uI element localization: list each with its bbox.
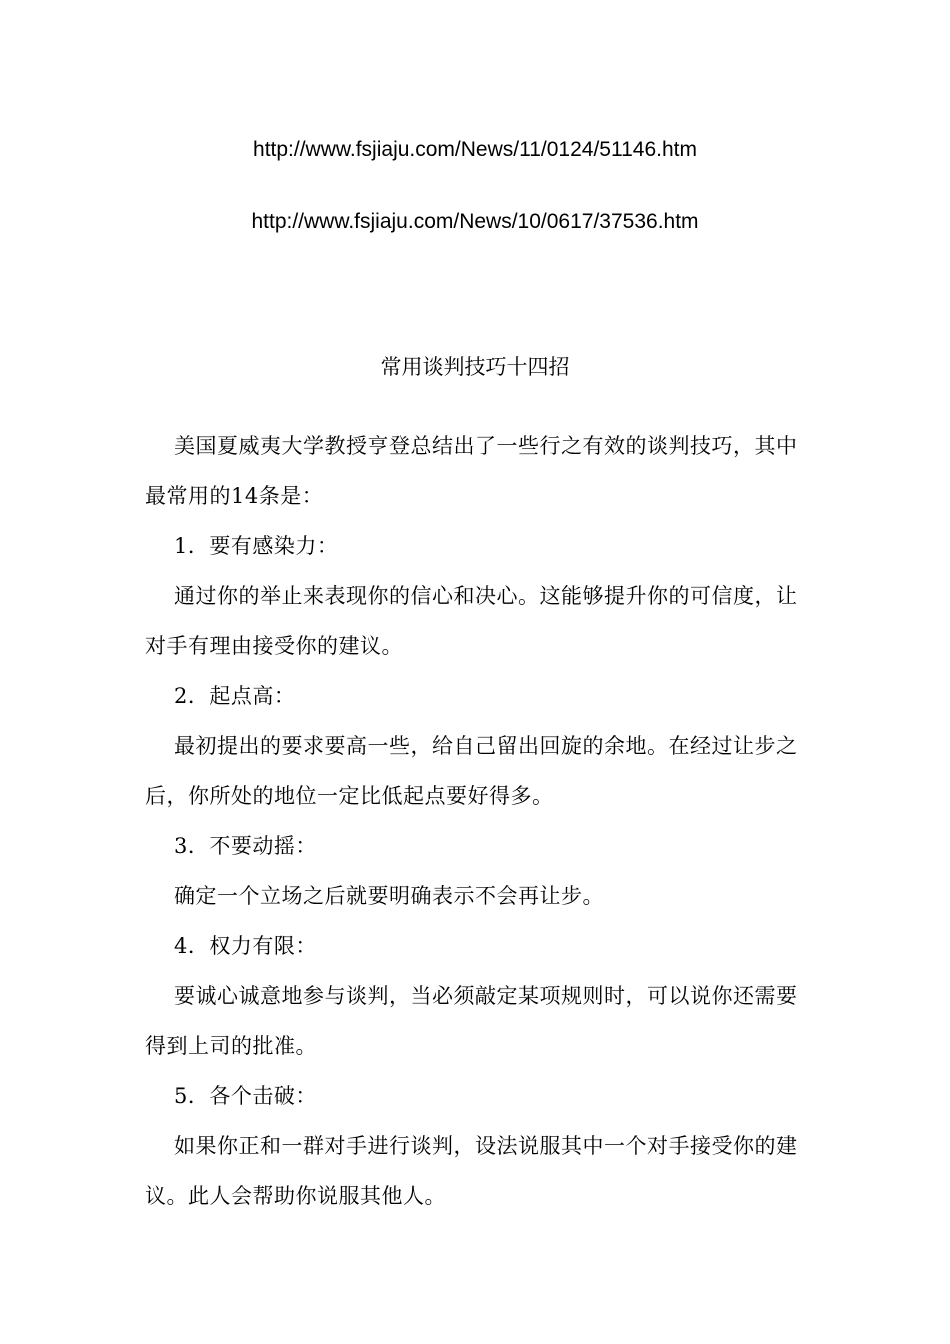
intro-paragraph: 美国夏威夷大学教授亨登总结出了一些行之有效的谈判技巧，其中最常用的14条是：: [145, 434, 798, 508]
tip-text-1: 通过你的举止来表现你的信心和决心。这能够提升你的可信度，让对手有理由接受你的建议。: [145, 584, 798, 658]
tip-text-2: 最初提出的要求要高一些，给自己留出回旋的余地。在经过让步之后，你所处的地位一定比低起点要好得多。: [145, 734, 798, 808]
tip-text-4: 要诚心诚意地参与谈判，当必须敲定某项规则时，可以说你还需要得到上司的批准。: [145, 984, 798, 1058]
tip-heading-1: 1．要有感染力：: [174, 534, 339, 558]
tip-text-5: 如果你正和一群对手进行谈判，设法说服其中一个对手接受你的建议。此人会帮助你说服其他人。: [145, 1134, 798, 1208]
document-body: [145, 421, 805, 1221]
tip-heading-2: 2．起点高：: [174, 684, 296, 708]
tip-heading-5: 5．各个击破：: [174, 1084, 317, 1108]
tip-text-3: 确定一个立场之后就要明确表示不会再让步。: [174, 884, 604, 908]
document-title: 常用谈判技巧十四招: [380, 355, 570, 379]
source-url-2: http://www.fsjiaju.com/News/10/0617/37536.htm: [251, 210, 699, 233]
tip-heading-4: 4．权力有限：: [174, 934, 317, 958]
source-url-1: http://www.fsjiaju.com/News/11/0124/51146.htm: [253, 138, 697, 161]
tip-heading-3: 3．不要动摇：: [174, 834, 317, 858]
